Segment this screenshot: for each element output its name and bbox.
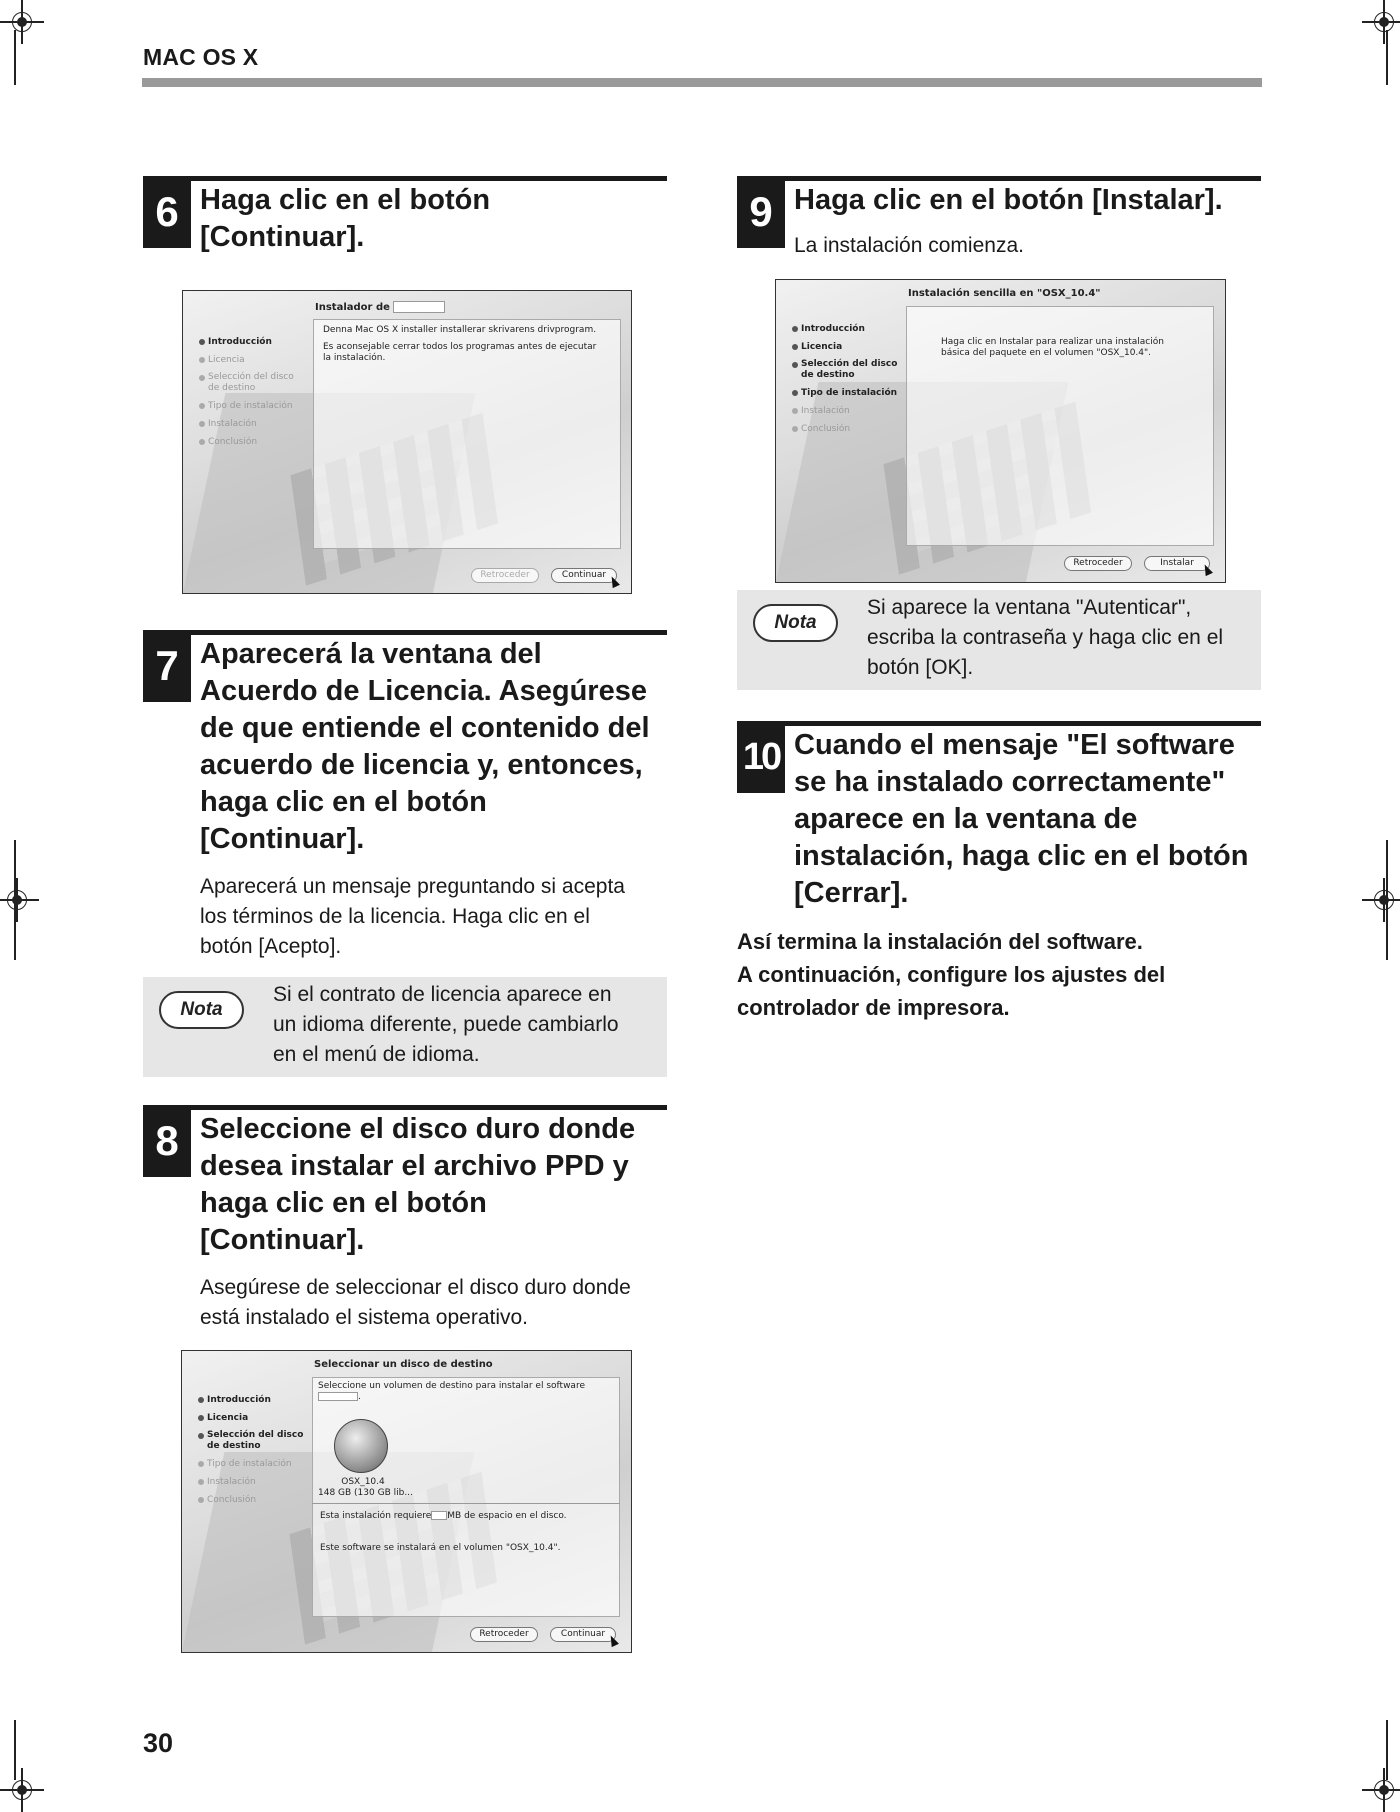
registration-mark-mid-right	[1362, 878, 1400, 922]
step-title: Seleccione el disco duro donde desea instalar el archivo PPD y haga clic en el botón [Continuar].	[200, 1113, 636, 1256]
destination-volume-text: Este software se instalará en el volumen "OSX_10.4".	[320, 1543, 561, 1553]
registration-mark-top-left	[0, 0, 44, 44]
installer-steps-list: Introducción Licencia Selección del disco de destino Tipo de instalación Instalación Conclusión	[199, 333, 294, 451]
step-number: 6	[143, 181, 191, 248]
crop-line	[1386, 840, 1388, 960]
registration-mark-bottom-right	[1362, 1768, 1400, 1812]
continue-button[interactable]: Continuar	[551, 568, 617, 583]
step-description: Aparecerá un mensaje preguntando si acepta los términos de la licencia. Haga clic en el botón [Acepto].	[200, 875, 625, 958]
registration-mark-top-right	[1362, 0, 1400, 44]
step-title: Haga clic en el botón [Continuar].	[200, 184, 491, 253]
registration-mark-bottom-left	[0, 1768, 44, 1812]
cursor-icon	[607, 1634, 619, 1647]
note-box	[143, 977, 667, 1077]
crop-line	[14, 1720, 16, 1780]
step-title: Haga clic en el botón [Instalar].	[794, 184, 1223, 216]
cursor-icon	[1201, 563, 1213, 576]
step-10	[737, 721, 1261, 921]
step-8	[143, 1105, 667, 1345]
page-number: 30	[143, 1728, 174, 1758]
header-rule	[142, 78, 1262, 87]
panel-text: Denna Mac OS X installer installerar skrivarens drivprogram. Es aconsejable cerrar todos los programas antes de ejecutar la instalación.	[323, 325, 597, 363]
note-box	[737, 590, 1261, 690]
screenshot-installer-intro	[182, 290, 632, 594]
step-7	[143, 630, 667, 970]
step-rule	[143, 630, 667, 635]
disk-label: OSX_10.4	[341, 1477, 385, 1487]
crop-line	[1386, 1720, 1388, 1780]
step-number: 8	[143, 1110, 191, 1177]
continue-button[interactable]: Continuar	[550, 1627, 616, 1642]
installer-steps-list: Introducción Licencia Selección del disco de destino Tipo de instalación Instalación Conclusión	[198, 1391, 303, 1509]
step-9	[737, 176, 1261, 256]
note-text: Si el contrato de licencia aparece en un idioma diferente, puede cambiarlo en el menú de idioma.	[273, 983, 619, 1066]
step-description: La instalación comienza.	[794, 234, 1024, 257]
step-description: Asegúrese de seleccionar el disco duro donde está instalado el sistema operativo.	[200, 1276, 631, 1329]
note-text: Si aparece la ventana "Autenticar", escriba la contraseña y haga clic en el botón [OK].	[867, 596, 1224, 679]
step-title: Aparecerá la ventana del Acuerdo de Licencia. Asegúrese de que entiende el contenido del acuerdo de licencia y, entonces, haga clic en el botón [Continuar].	[200, 638, 650, 855]
registration-mark-mid-left	[0, 878, 39, 922]
section-header: MAC OS X	[143, 44, 259, 70]
back-button[interactable]: Retroceder	[470, 1627, 538, 1642]
step-rule	[737, 176, 1261, 181]
step-6	[143, 176, 667, 256]
window-title: Seleccionar un disco de destino	[314, 1359, 493, 1370]
window-title: Instalación sencilla en "OSX_10.4"	[908, 288, 1101, 299]
step-number: 9	[737, 181, 785, 248]
step-title: Cuando el mensaje "El software se ha instalado correctamente" aparece en la ventana de instalación, haga clic en el botón [Cerrar].	[794, 729, 1249, 909]
install-button[interactable]: Instalar	[1144, 556, 1210, 571]
step-number: 10	[737, 726, 785, 793]
panel-text: Seleccione un volumen de destino para instalar el software .	[318, 1381, 585, 1402]
step-rule	[737, 721, 1261, 726]
screenshot-select-destination	[181, 1350, 632, 1653]
step-rule	[143, 176, 667, 181]
cursor-icon	[608, 575, 620, 588]
note-badge: Nota	[159, 991, 244, 1029]
crop-line	[14, 840, 16, 960]
crop-line	[14, 30, 16, 85]
panel-text: Haga clic en Instalar para realizar una instalación básica del paquete en el volumen "OSX_10.4".	[941, 337, 1164, 358]
step-number: 7	[143, 635, 191, 702]
step-rule	[143, 1105, 667, 1110]
installer-steps-list: Introducción Licencia Selección del disco de destino Tipo de instalación Instalación Conclusión	[792, 320, 897, 438]
window-title: Instalador de	[315, 301, 445, 313]
hard-disk-icon[interactable]	[334, 1419, 388, 1473]
disk-size: 148 GB (130 GB lib...	[318, 1488, 413, 1498]
back-button[interactable]: Retroceder	[1064, 556, 1132, 571]
screenshot-easy-install	[775, 279, 1226, 583]
crop-line	[1386, 30, 1388, 85]
space-required: Esta instalación requiere MB de espacio en el disco.	[320, 1511, 567, 1521]
note-badge: Nota	[753, 604, 838, 642]
back-button[interactable]: Retroceder	[471, 568, 539, 583]
closing-text: Así termina la instalación del software. A continuación, configure los ajustes del controlador de impresora.	[737, 929, 1166, 1020]
